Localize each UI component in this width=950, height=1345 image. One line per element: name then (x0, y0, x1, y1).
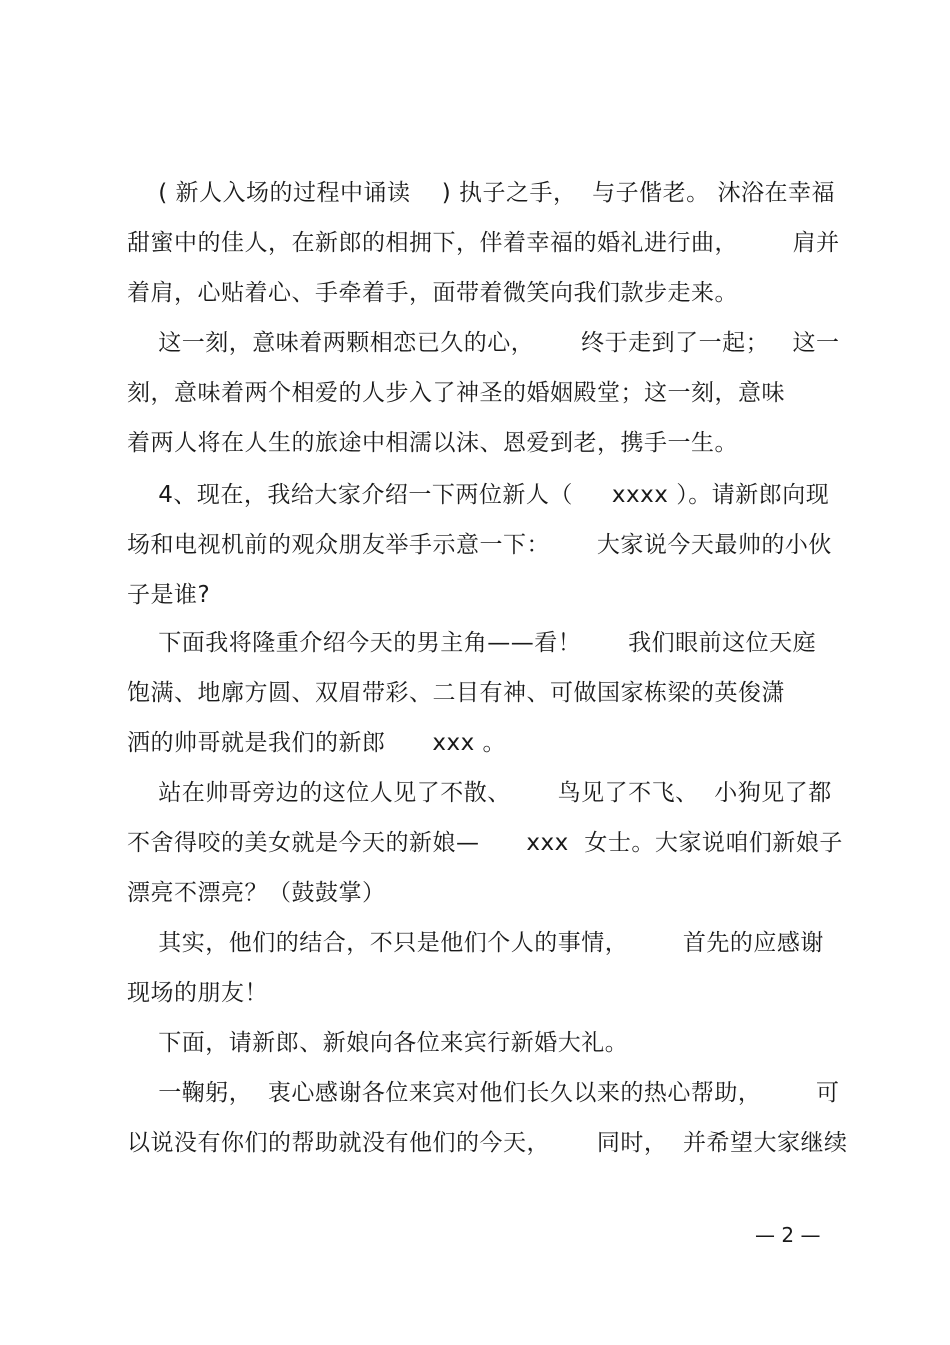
text-line: 这一刻，意味着两颗相恋已久的心， 终于走到了一起； 这一 (127, 330, 840, 356)
text-line: 站在帅哥旁边的这位人见了不散、 鸟见了不飞、 小狗见了都 (127, 780, 832, 806)
text-line: 刻，意味着两个相爱的人步入了神圣的婚姻殿堂；这一刻，意味 (127, 380, 785, 406)
text-line: 饱满、地廓方圆、双眉带彩、二目有神、可做国家栋梁的英俊潇 (127, 680, 785, 706)
text-line: 现场的朋友！ (127, 980, 268, 1006)
text-line: ( 新人入场的过程中诵读 ) 执子之手， 与子偕老。 沐浴在幸福 (127, 180, 835, 206)
text-line: 其实，他们的结合，不只是他们个人的事情， 首先的应感谢 (127, 930, 824, 956)
text-line: 下面我将隆重介绍今天的男主角——看！ 我们眼前这位天庭 (127, 630, 817, 656)
text-line: 着肩，心贴着心、手牵着手，面带着微笑向我们款步走来。 (127, 280, 738, 306)
text-line: 以说没有你们的帮助就没有他们的今天， 同时， 并希望大家继续 (127, 1130, 848, 1156)
text-line: 一鞠躬， 衷心感谢各位来宾对他们长久以来的热心帮助， 可 (127, 1080, 840, 1106)
text-line: 着两人将在人生的旅途中相濡以沫、恩爱到老，携手一生。 (127, 430, 738, 456)
text-line: 洒的帅哥就是我们的新郎 xxx 。 (127, 730, 507, 756)
text-line: 漂亮不漂亮？（鼓鼓掌） (127, 880, 386, 906)
text-line: 子是谁? (127, 582, 211, 608)
text-line: 场和电视机前的观众朋友举手示意一下： 大家说今天最帅的小伙 (127, 532, 832, 558)
text-line: 4、现在，我给大家介绍一下两位新人（ xxxx ）。请新郎向现 (127, 482, 830, 508)
page-number: — 2 — (755, 1223, 821, 1247)
text-line: 下面，请新郎、新娘向各位来宾行新婚大礼。 (127, 1030, 629, 1056)
text-line: 不舍得咬的美女就是今天的新娘— xxx 女士。大家说咱们新娘子 (127, 830, 843, 856)
text-line: 甜蜜中的佳人，在新郎的相拥下，伴着幸福的婚礼进行曲， 肩并 (127, 230, 840, 256)
